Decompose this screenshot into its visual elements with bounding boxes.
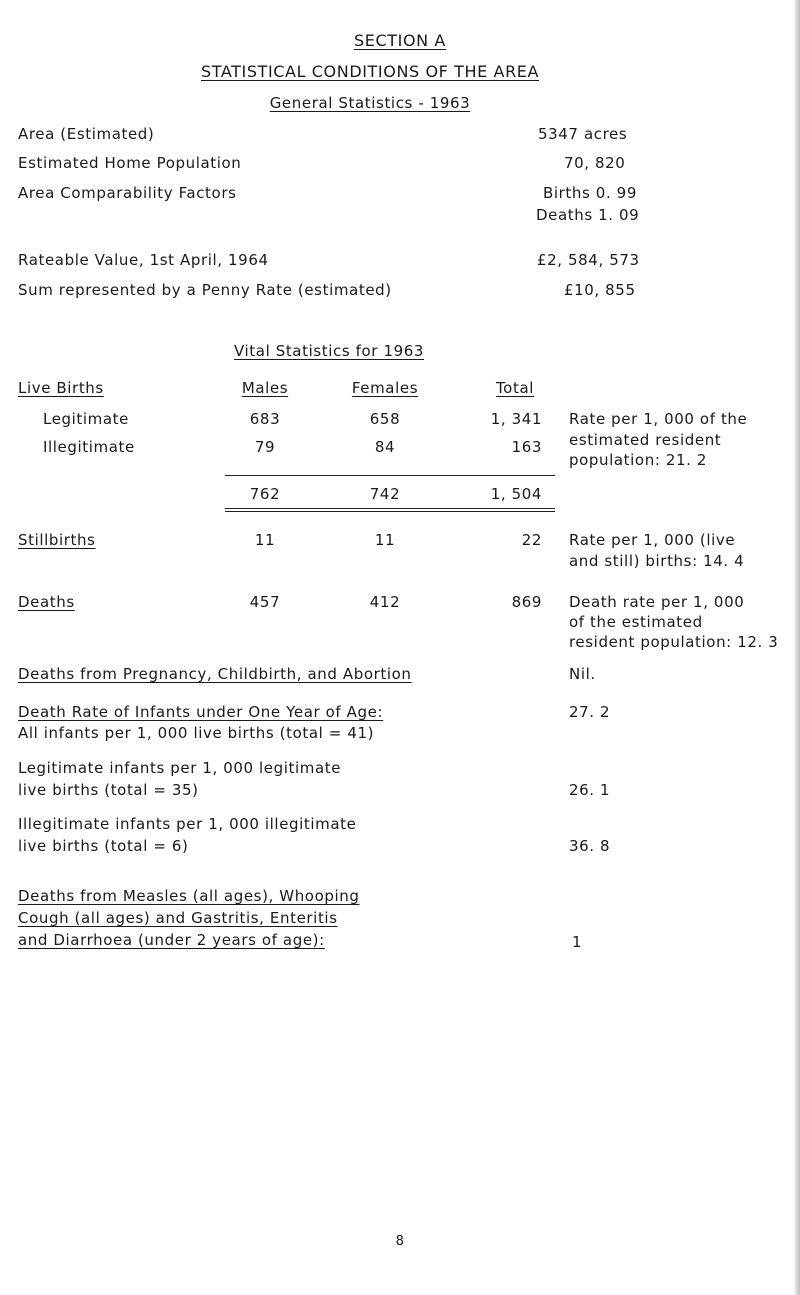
live-total-females: 742 [369,485,401,503]
illegitimate-label: Illegitimate [43,438,135,456]
deaths-note-line-1: Death rate per 1, 000 [569,593,745,611]
penny-rate-label: Sum represented by a Penny Rate (estimated) [18,281,392,299]
deaths-males: 457 [249,593,281,611]
stillbirths-total: 22 [521,531,542,549]
legitimate-females: 658 [369,410,401,428]
illegitimate-males: 79 [254,438,276,456]
comparability-label: Area Comparability Factors [18,184,237,202]
area-value: 5347 acres [538,125,628,143]
infant-illegitimate-label-1: Illegitimate infants per 1, 000 illegitimate [18,815,357,833]
document-title: STATISTICAL CONDITIONS OF THE AREA [200,62,540,81]
maternal-deaths-value: Nil. [569,665,596,683]
live-rate-line-2: estimated resident [569,431,722,449]
subtotal-rule [225,475,555,476]
area-label: Area (Estimated) [18,125,155,143]
population-value: 70, 820 [564,154,626,172]
page-edge-shadow [794,0,800,1295]
population-label: Estimated Home Population [18,154,242,172]
measles-value: 1 [572,933,583,951]
stillbirths-males: 11 [254,531,276,549]
total-header: Total [495,379,535,397]
comparability-deaths: Deaths 1. 09 [536,206,640,224]
general-statistics-subtitle: General Statistics - 1963 [269,94,471,112]
legitimate-label: Legitimate [43,410,129,428]
penny-rate-value: £10, 855 [564,281,636,299]
page-number: 8 [395,1234,405,1249]
stillbirths-note-line-1: Rate per 1, 000 (live [569,531,736,549]
measles-label-1: Deaths from Measles (all ages), Whooping [18,887,360,905]
vital-statistics-title: Vital Statistics for 1963 [234,342,425,360]
infant-all-label: All infants per 1, 000 live births (total = 41) [18,724,375,742]
infant-death-rate-heading: Death Rate of Infants under One Year of Age: [18,703,384,721]
rateable-value: £2, 584, 573 [537,251,640,269]
infant-legitimate-label-2: live births (total = 35) [18,781,199,799]
live-total-males: 762 [249,485,281,503]
females-header: Females [351,379,419,397]
total-double-rule [225,508,555,512]
live-rate-line-3: population: 21. 2 [569,451,708,469]
measles-label-2: Cough (all ages) and Gastritis, Enteritis [18,909,338,927]
measles-label-3: and Diarrhoea (under 2 years of age): [18,931,325,949]
infant-all-value: 27. 2 [569,703,611,721]
comparability-births: Births 0. 99 [543,184,637,202]
live-rate-line-1: Rate per 1, 000 of the [569,410,748,428]
legitimate-males: 683 [249,410,281,428]
males-header: Males [241,379,289,397]
infant-legitimate-value: 26. 1 [569,781,611,799]
stillbirths-label: Stillbirths [18,531,96,549]
deaths-females: 412 [369,593,401,611]
deaths-total: 869 [511,593,542,611]
infant-legitimate-label-1: Legitimate infants per 1, 000 legitimate [18,759,342,777]
live-total-total: 1, 504 [490,485,542,503]
deaths-label: Deaths [18,593,75,611]
stillbirths-note-line-2: and still) births: 14. 4 [569,552,745,570]
infant-illegitimate-value: 36. 8 [569,837,611,855]
maternal-deaths-label: Deaths from Pregnancy, Childbirth, and Abortion [18,665,412,683]
illegitimate-total: 163 [511,438,542,456]
illegitimate-females: 84 [374,438,396,456]
live-births-heading: Live Births [18,379,104,397]
section-heading: SECTION A [354,31,446,50]
deaths-note-line-2: of the estimated [569,613,703,631]
rateable-value-label: Rateable Value, 1st April, 1964 [18,251,269,269]
infant-illegitimate-label-2: live births (total = 6) [18,837,189,855]
deaths-note-line-3: resident population: 12. 3 [569,633,779,651]
stillbirths-females: 11 [374,531,396,549]
legitimate-total: 1, 341 [490,410,542,428]
